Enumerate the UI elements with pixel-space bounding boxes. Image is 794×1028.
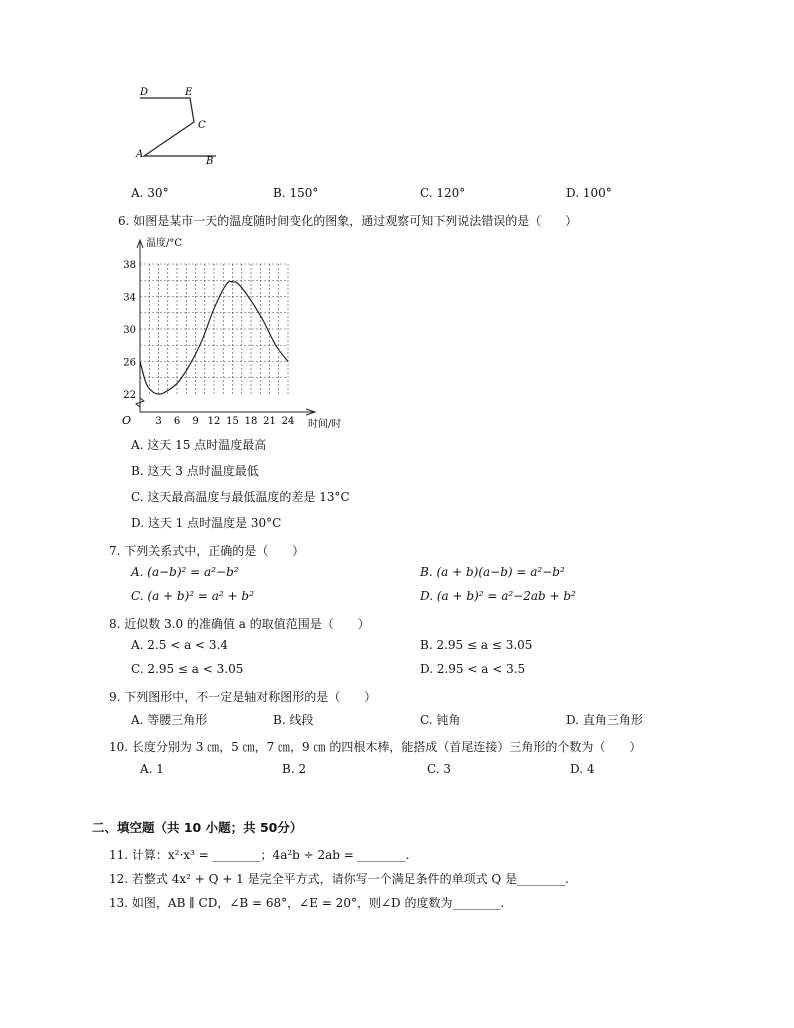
q5-option-c: C. 120° — [420, 186, 466, 200]
q10-option-c: C. 3 — [427, 762, 452, 776]
q7-option-b: B. (a + b)(a−b) = a²−b² — [420, 565, 565, 579]
x-tick-label: 15 — [226, 416, 239, 427]
x-tick-label: 6 — [173, 416, 181, 427]
q8-option-b: B. 2.95 ≤ a ≤ 3.05 — [420, 638, 533, 652]
x-axis-label: 时间/时 — [308, 419, 342, 430]
x-tick-label: 3 — [155, 416, 162, 427]
y-axis-label: 温度/°C — [146, 238, 183, 249]
x-tick-label: 12 — [207, 416, 221, 427]
q5-option-b: B. 150° — [273, 186, 319, 200]
q10-option-b: B. 2 — [282, 762, 307, 776]
q7-option-c: C. (a + b)² = a² + b² — [131, 589, 254, 603]
chart-tick-labels — [123, 260, 294, 427]
x-tick-label: 24 — [281, 416, 295, 427]
q8-stem: 8. 近似数 3.0 的准确值 a 的取值范围是（ ） — [109, 617, 370, 631]
q9-option-a: A. 等腰三角形 — [131, 713, 208, 727]
q5-option-d: D. 100° — [566, 186, 612, 200]
q6-option-c: C. 这天最高温度与最低温度的差是 13°C — [131, 490, 350, 504]
label-c: C — [198, 120, 206, 131]
q11-text: 11. 计算：x²·x³ = ________；4a²b ÷ 2ab = ________. — [109, 848, 410, 862]
section-2-title: 二、填空题（共 10 小题；共 50分） — [92, 820, 303, 835]
x-tick-label: 9 — [192, 416, 199, 427]
label-d: D — [140, 87, 149, 98]
q9-option-c: C. 钝角 — [420, 713, 461, 727]
q6-option-b: B. 这天 3 点时温度最低 — [131, 464, 259, 478]
q7-stem: 7. 下列关系式中，正确的是（ ） — [109, 544, 305, 558]
y-tick-label: 26 — [123, 357, 136, 369]
x-tick-label: 21 — [263, 416, 276, 427]
q6-option-a: A. 这天 15 点时温度最高 — [131, 438, 267, 452]
q5-option-a: A. 30° — [131, 186, 169, 200]
q9-option-b: B. 线段 — [273, 713, 314, 727]
y-tick-label: 30 — [123, 325, 136, 336]
q10-option-a: A. 1 — [140, 762, 164, 776]
q9-stem: 9. 下列图形中，不一定是轴对称图形的是（ ） — [109, 690, 377, 704]
label-e: E — [185, 87, 193, 98]
chart-grid — [140, 264, 288, 394]
q8-option-a: A. 2.5 < a < 3.4 — [131, 638, 228, 652]
q10-option-d: D. 4 — [570, 762, 595, 776]
q6-stem: 6. 如图是某市一天的温度随时间变化的图象，通过观察可知下列说法错误的是（ ） — [118, 214, 578, 228]
temperature-chart — [118, 232, 358, 432]
y-tick-label: 38 — [123, 260, 136, 271]
q9-option-d: D. 直角三角形 — [566, 713, 643, 727]
label-b: B — [206, 156, 214, 167]
q5-figure — [130, 84, 230, 170]
q8-option-c: C. 2.95 ≤ a < 3.05 — [131, 662, 244, 676]
q13-text: 13. 如图，AB ∥ CD，∠B = 68°，∠E = 20°，则∠D 的度数为________. — [109, 896, 505, 910]
label-a: A — [136, 149, 144, 160]
origin-label: O — [122, 414, 132, 427]
q7-option-a: A. (a−b)² = a²−b² — [131, 565, 239, 579]
x-tick-label: 18 — [244, 416, 258, 427]
y-tick-label: 22 — [123, 390, 136, 401]
q12-text: 12. 若整式 4x² + Q + 1 是完全平方式，请你写一个满足条件的单项式 Q 是________. — [109, 872, 569, 886]
y-tick-label: 34 — [123, 292, 136, 304]
q10-stem: 10. 长度分别为 3 ㎝，5 ㎝，7 ㎝，9 ㎝ 的四根木棒，能搭成（首尾连接）三角形的个数为（ ） — [109, 740, 642, 754]
q8-option-d: D. 2.95 < a < 3.5 — [420, 662, 526, 676]
q6-option-d: D. 这天 1 点时温度是 30°C — [131, 516, 282, 530]
q7-option-d: D. (a + b)² = a²−2ab + b² — [420, 589, 576, 603]
